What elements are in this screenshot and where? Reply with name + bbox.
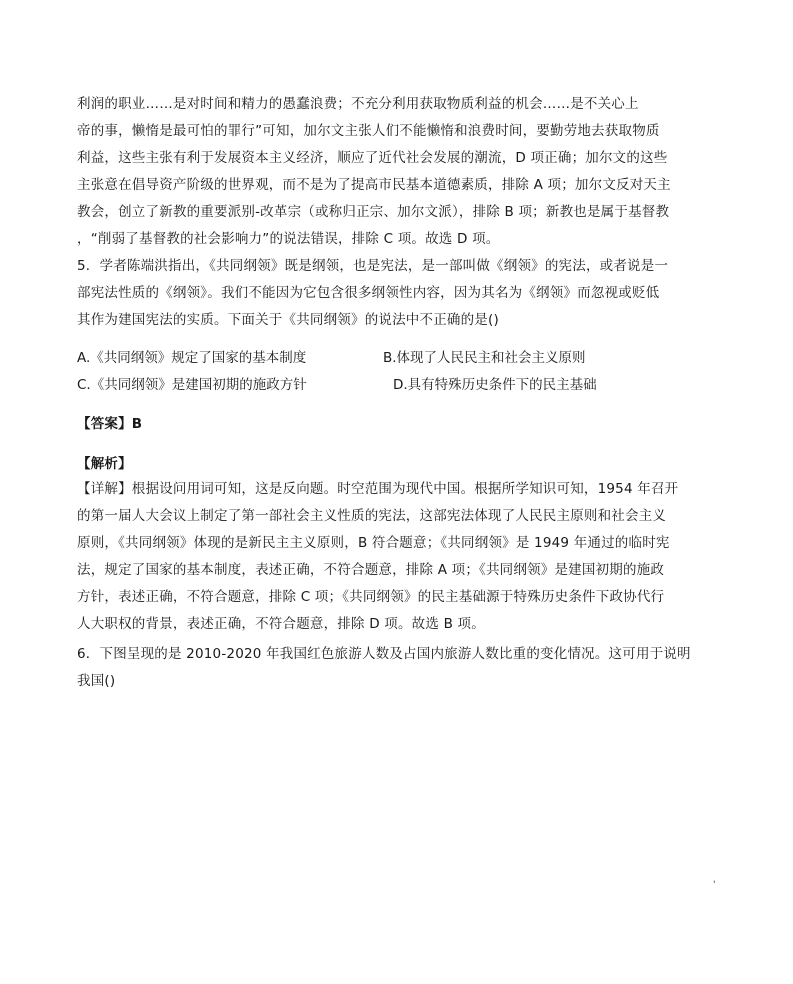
question5-line-1: 5．学者陈端洪指出，《共同纲领》既是纲领，也是宪法，是一部叫做《纲领》的宪法，或者说是一: [77, 258, 669, 274]
analysis-line-5: 方针，表述正确，不符合题意，排除 C 项；《共同纲领》的民主基础源于特殊历史条件下政协代行: [77, 589, 665, 605]
question6-line-2: 我国(): [77, 673, 116, 689]
analysis-line-1: 【详解】根据设问用词可知，这是反向题。时空范围为现代中国。根据所学知识可知，1954 年召开: [77, 481, 679, 497]
passage-line-2: 帝的事，懒惰是最可怕的罪行”可知，加尔文主张人们不能懒惰和浪费时间，要勤劳地去获取物质: [77, 123, 660, 139]
analysis-line-4: 法，规定了国家的基本制度，表述正确，不符合题意，排除 A 项；《共同纲领》是建国初期的施政: [77, 562, 665, 578]
passage-line-3: 利益，这些主张有利于发展资本主义经济，顺应了近代社会发展的潮流，D 项正确；加尔文的这些: [77, 150, 668, 166]
passage-line-6: ，“削弱了基督教的社会影响力”的说法错误，排除 C 项。故选 D 项。: [77, 231, 500, 247]
analysis-line-2: 的第一届人大会议上制定了第一部社会主义性质的宪法，这部宪法体现了人民民主原则和社会主义: [77, 508, 667, 524]
option-b: B.体现了人民民主和社会主义原则: [383, 350, 586, 366]
question5-line-2: 部宪法性质的《纲领》。我们不能因为它包含很多纲领性内容，因为其名为《纲领》而忽视或贬低: [77, 285, 660, 301]
option-c: C.《共同纲领》是建国初期的施政方针: [77, 377, 307, 393]
passage-line-1: 利润的职业……是对时间和精力的愚蠢浪费；不充分利用获取物质利益的机会……是不关心上: [77, 96, 639, 112]
question6-line-1: 6．下图呈现的是 2010-2020 年我国红色旅游人数及占国内旅游人数比重的变化情况。这可用于说明: [77, 646, 691, 662]
question5-line-3: 其作为建国宪法的实质。下面关于《共同纲领》的说法中不正确的是(): [77, 312, 499, 328]
page-mark: ': [713, 880, 716, 890]
answer-label: 【答案】B: [77, 416, 143, 432]
analysis-line-6: 人大职权的背景，表述正确，不符合题意，排除 D 项。故选 B 项。: [77, 616, 485, 632]
option-d: D.具有特殊历史条件下的民主基础: [393, 377, 597, 393]
passage-line-5: 教会，创立了新教的重要派别-改革宗（或称归正宗、加尔文派），排除 B 项；新教也是属于基督教: [77, 204, 670, 220]
analysis-heading: 【解析】: [77, 456, 132, 472]
passage-line-4: 主张意在倡导资产阶级的世界观，而不是为了提高市民基本道德素质，排除 A 项；加尔文反对天主: [77, 177, 671, 193]
option-a: A.《共同纲领》规定了国家的基本制度: [77, 350, 307, 366]
analysis-line-3: 原则，《共同纲领》体现的是新民主主义原则，B 符合题意；《共同纲领》是 1949 年通过的临时宪: [77, 535, 670, 551]
